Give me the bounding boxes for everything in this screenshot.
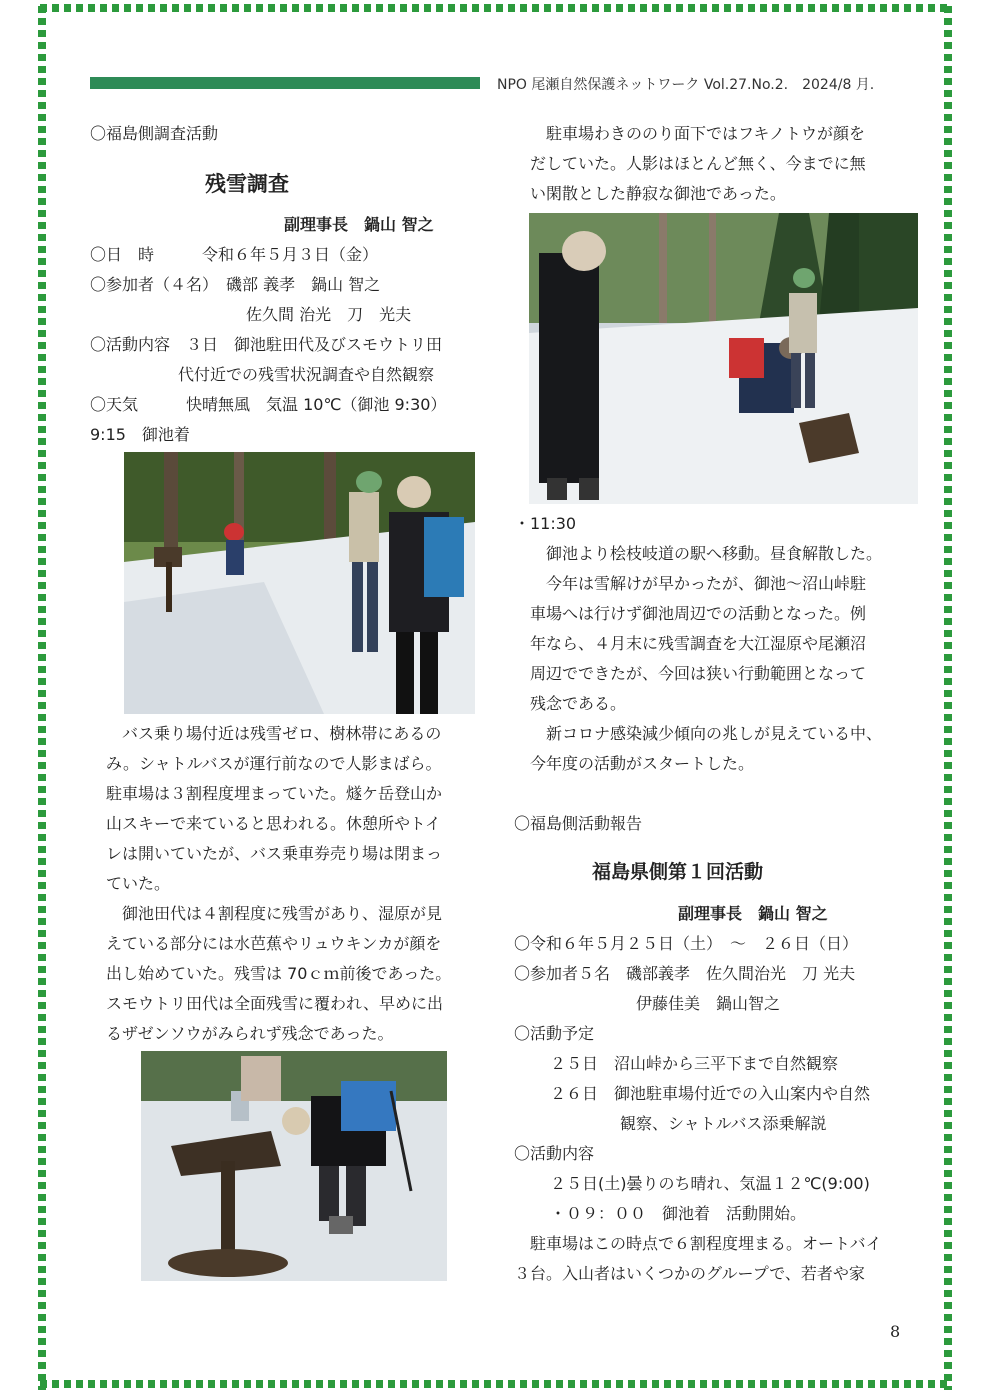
right-section-label: 〇福島側活動報告: [514, 814, 643, 833]
left-para2-line3: 出し始めていた。残雪は 70ｃｍ前後であった。: [106, 964, 452, 983]
left-para2-line4: スモウトリ田代は全面残雪に覆われ、早めに出: [106, 994, 443, 1013]
right-title: 福島県側第１回活動: [592, 861, 764, 883]
right-para1-line7: 新コロナ感染減少傾向の兆しが見えている中、: [530, 724, 883, 743]
right-para1-line4: 年なら、４月末に残雪調査を大江湿原や尾瀬沼: [530, 634, 867, 653]
left-info-arrival: 9:15 御池着: [90, 425, 190, 444]
right-info-activity-25: ２５日(土)曇りのち晴れ、気温１２℃(9:00): [550, 1174, 870, 1193]
left-info-date: 〇日 時 令和６年５月３日（金）: [90, 245, 379, 264]
left-para1-line1: バス乗り場付近は残雪ゼロ、樹林帯にあるの: [106, 724, 442, 743]
header-bar: [90, 77, 480, 89]
right-time: ・11:30: [514, 514, 577, 533]
photo-snow-survey-1: [124, 452, 475, 714]
right-info-plan-label: 〇活動予定: [514, 1024, 595, 1043]
left-info-activity: 〇活動内容 ３日 御池駐田代及びスモウトリ田: [90, 335, 443, 354]
left-para2-line2: えている部分には水芭蕉やリュウキンカが顔を: [106, 934, 442, 953]
left-para1-line4: 山スキーで来ていると思われる。休憩所やトイ: [106, 814, 441, 833]
left-para2-line5: るザゼンソウがみられず残念であった。: [106, 1024, 394, 1043]
right-info-participants-2: 伊藤佳美 鍋山智之: [636, 994, 781, 1013]
left-section-label: 〇福島側調査活動: [90, 124, 219, 143]
border-right: [944, 6, 952, 1390]
right-para0-line2: だしていた。人影はほとんど無く、今までに無: [530, 154, 866, 173]
right-info-plan-25: ２５日 沼山峠から三平下まで自然観察: [550, 1054, 839, 1073]
left-para2-line1: 御池田代は４割程度に残雪があり、湿原が見: [106, 904, 443, 923]
left-author: 副理事長 鍋山 智之: [284, 215, 434, 234]
right-info-plan-26-2: 観察、シャトルバス添乗解説: [620, 1114, 827, 1133]
border-top: [40, 4, 950, 12]
page-number: 8: [890, 1322, 901, 1341]
right-para1-line6: 残念である。: [530, 694, 627, 713]
left-para1-line2: み。シャトルバスが運行前なので人影まばら。: [106, 754, 442, 773]
right-info-hikers: ３台。入山者はいくつかのグループで、若者や家: [514, 1264, 865, 1283]
border-bottom: [40, 1380, 950, 1388]
right-para1-line1: 御池より桧枝岐道の駅へ移動。昼食解散した。: [530, 544, 883, 563]
right-info-plan-26: ２６日 御池駐車場付近での入山案内や自然: [550, 1084, 871, 1103]
left-title: 残雪調査: [205, 172, 289, 196]
left-info-activity-2: 代付近での残雪状況調査や自然観察: [178, 365, 435, 384]
right-info-parking: 駐車場はこの時点で６割程度埋まる。オートバイ: [514, 1234, 882, 1253]
border-left: [38, 6, 46, 1390]
left-info-participants: 〇参加者（４名） 磯部 義孝 鍋山 智之: [90, 275, 381, 294]
right-info-participants: 〇参加者５名 磯部義孝 佐久間治光 刀 光夫: [514, 964, 856, 983]
left-info-weather: 〇天気 快晴無風 気温 10℃（御池 9:30）: [90, 395, 447, 414]
right-info-date: 〇令和６年５月２５日（土） ～ ２６日（日）: [514, 934, 859, 953]
right-author: 副理事長 鍋山 智之: [678, 904, 828, 923]
left-info-participants-2: 佐久間 治光 刀 光夫: [246, 305, 412, 324]
photo-snow-survey-3: [529, 213, 918, 504]
right-para1-line5: 周辺でできたが、今回は狭い行動範囲となって: [530, 664, 867, 683]
right-para0-line3: い閑散とした静寂な御池であった。: [530, 184, 786, 203]
right-para1-line8: 今年度の活動がスタートした。: [530, 754, 755, 773]
right-para1-line2: 今年は雪解けが早かったが、御池～沼山峠駐: [530, 574, 867, 593]
photo-snow-survey-2: [141, 1051, 447, 1281]
right-para1-line3: 車場へは行けず御池周辺での活動となった。例: [530, 604, 867, 623]
left-para1-line5: レは開いていたが、バス乗車券売り場は閉まっ: [106, 844, 443, 863]
right-info-activity-0900: ・０９：００ 御池着 活動開始。: [550, 1204, 807, 1223]
right-info-activity-label: 〇活動内容: [514, 1144, 595, 1163]
right-para0-line1: 駐車場わきののり面下ではフキノトウが顔を: [530, 124, 866, 143]
left-para1-line6: ていた。: [106, 874, 171, 893]
left-para1-line3: 駐車場は３割程度埋まっていた。燧ケ岳登山か: [106, 784, 443, 803]
header-text: NPO 尾瀬自然保護ネットワーク Vol.27.No.2. 2024/8 月.: [497, 77, 875, 93]
